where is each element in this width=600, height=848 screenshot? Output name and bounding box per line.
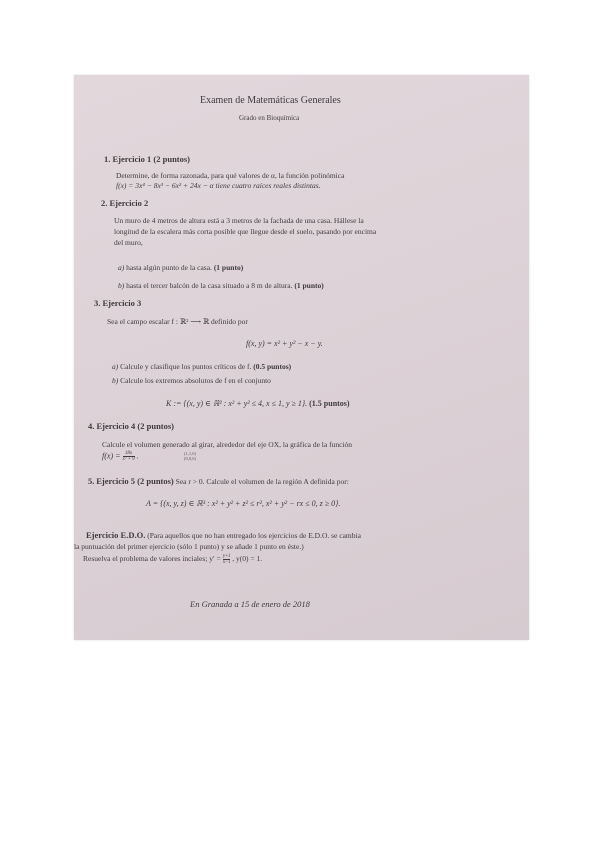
ex3-set-points: (1.5 puntos) — [309, 399, 350, 408]
ex5-line — [88, 476, 349, 486]
ex4-note — [184, 451, 196, 461]
ex2-line3: del muro, — [114, 238, 143, 247]
ex4-frac-den: x² + 9 — [122, 457, 135, 462]
ex2-number: 2. — [101, 198, 108, 208]
exam-footer: En Granada a 15 de enero de 2018 — [190, 599, 310, 609]
exam-title: Examen de Matemáticas Generales — [200, 95, 341, 106]
edo-line3 — [83, 554, 262, 565]
edo-frac-den: x−1 — [222, 560, 231, 565]
ex3-set-formula: K := {(x, y) ∈ ℝ² : x² + y² ≤ 4, x ≤ 1, y ≥ 1}. — [166, 399, 308, 408]
edo-line1-text: (Para aquellos que no han entregado los ejercicios de E.D.O. se cambia — [147, 531, 361, 540]
ex3-item-b — [112, 376, 271, 385]
ex2-heading — [101, 198, 148, 208]
exam-sheet — [74, 75, 529, 640]
ex2-line2: longitud de la escalera más corta posible que llegue desde el suelo, pasando por encima — [114, 227, 377, 236]
ex4-func-suffix: . — [136, 451, 139, 461]
edo-line1 — [86, 530, 361, 540]
ex2-item-a-label: a) — [118, 263, 125, 272]
ex3-title: Ejercicio 3 — [102, 298, 142, 308]
ex4-note-top: (1,1,6) — [184, 451, 196, 456]
ex2-title: Ejercicio 2 — [109, 198, 149, 208]
ex1-title: Ejercicio 1 (2 puntos) — [112, 154, 191, 164]
ex5-intro: Sea r > 0. Calcule el volumen de la región A definida por: — [175, 477, 349, 486]
ex3-heading — [94, 298, 141, 308]
ex1-number: 1. — [104, 154, 111, 164]
ex2-line1: Un muro de 4 metros de altura está a 3 metros de la fachada de una casa. Hállese la — [114, 216, 364, 225]
ex4-title: Ejercicio 4 (2 puntos) — [96, 421, 175, 431]
ex3-item-a — [112, 362, 291, 371]
ex2-item-b-text: hasta el tercer balcón de la casa situado a 8 m de altura. — [126, 281, 293, 290]
ex2-item-b-points: (1 punto) — [294, 281, 324, 290]
ex4-fraction — [123, 451, 135, 462]
edo-frac-num: y+1 — [222, 554, 231, 559]
ex4-func-prefix: f(x) = — [102, 451, 121, 461]
ex3-item-b-label: b) — [112, 376, 119, 385]
ex2-item-a-points: (1 punto) — [213, 263, 244, 272]
edo-line2: la puntuación del primer ejercicio (sólo 1 punto) y se añade 1 punto en éste.) — [74, 542, 304, 551]
ex1-heading — [104, 154, 190, 164]
ex5-formula: A = {(x, y, z) ∈ ℝ³ : x² + y² + z² ≤ r², x² + y² − rx ≤ 0, z ≥ 0}. — [146, 499, 341, 508]
ex3-set — [166, 399, 350, 408]
ex4-frac-num: 18x — [123, 451, 135, 457]
ex3-number: 3. — [94, 298, 101, 308]
ex1-line1: Determine, de forma razonada, para qué valores de α, la función polinómica — [116, 171, 345, 180]
ex5-number: 5. — [88, 476, 95, 486]
ex4-function — [102, 451, 139, 462]
edo-line3-prefix: Resuelva el problema de valores inciales; y′ = — [83, 554, 221, 564]
ex3-item-a-text: Calcule y clasifique los puntos críticos de f. — [120, 362, 252, 371]
exam-subtitle: Grado en Bioquímica — [239, 114, 300, 122]
ex3-formula: f(x, y) = x² + y² − x − y. — [246, 339, 323, 348]
ex5-title: Ejercicio 5 (2 puntos) — [96, 476, 174, 486]
edo-line3-suffix: , y(0) = 1. — [232, 554, 263, 564]
ex1-line2: f(x) = 3x⁴ − 8x³ − 6x² + 24x − α tiene cuatro raíces reales distintas. — [116, 181, 321, 190]
ex3-item-b-text: Calcule los extremos absolutos de f en el conjunto — [120, 376, 271, 385]
ex3-item-a-label: a) — [112, 362, 119, 371]
ex2-item-b-label: b) — [118, 281, 125, 290]
ex4-note-bottom: (0,0,6) — [184, 456, 196, 461]
ex2-item-a-text: hasta algún punto de la casa. — [126, 263, 212, 272]
ex4-heading — [88, 421, 174, 431]
ex4-line1: Calcule el volumen generado al girar, alrededor del eje OX, la gráfica de la función — [102, 440, 353, 449]
ex3-item-a-points: (0.5 puntos) — [253, 362, 292, 371]
edo-heading: Ejercicio E.D.O. — [86, 530, 146, 540]
ex2-item-b — [118, 281, 324, 290]
exam-photo — [74, 75, 529, 640]
ex2-item-a — [118, 263, 243, 272]
ex3-intro: Sea el campo escalar f : ℝ² ⟶ ℝ definido por — [107, 317, 248, 326]
ex4-number: 4. — [88, 421, 95, 431]
edo-fraction — [223, 554, 231, 565]
